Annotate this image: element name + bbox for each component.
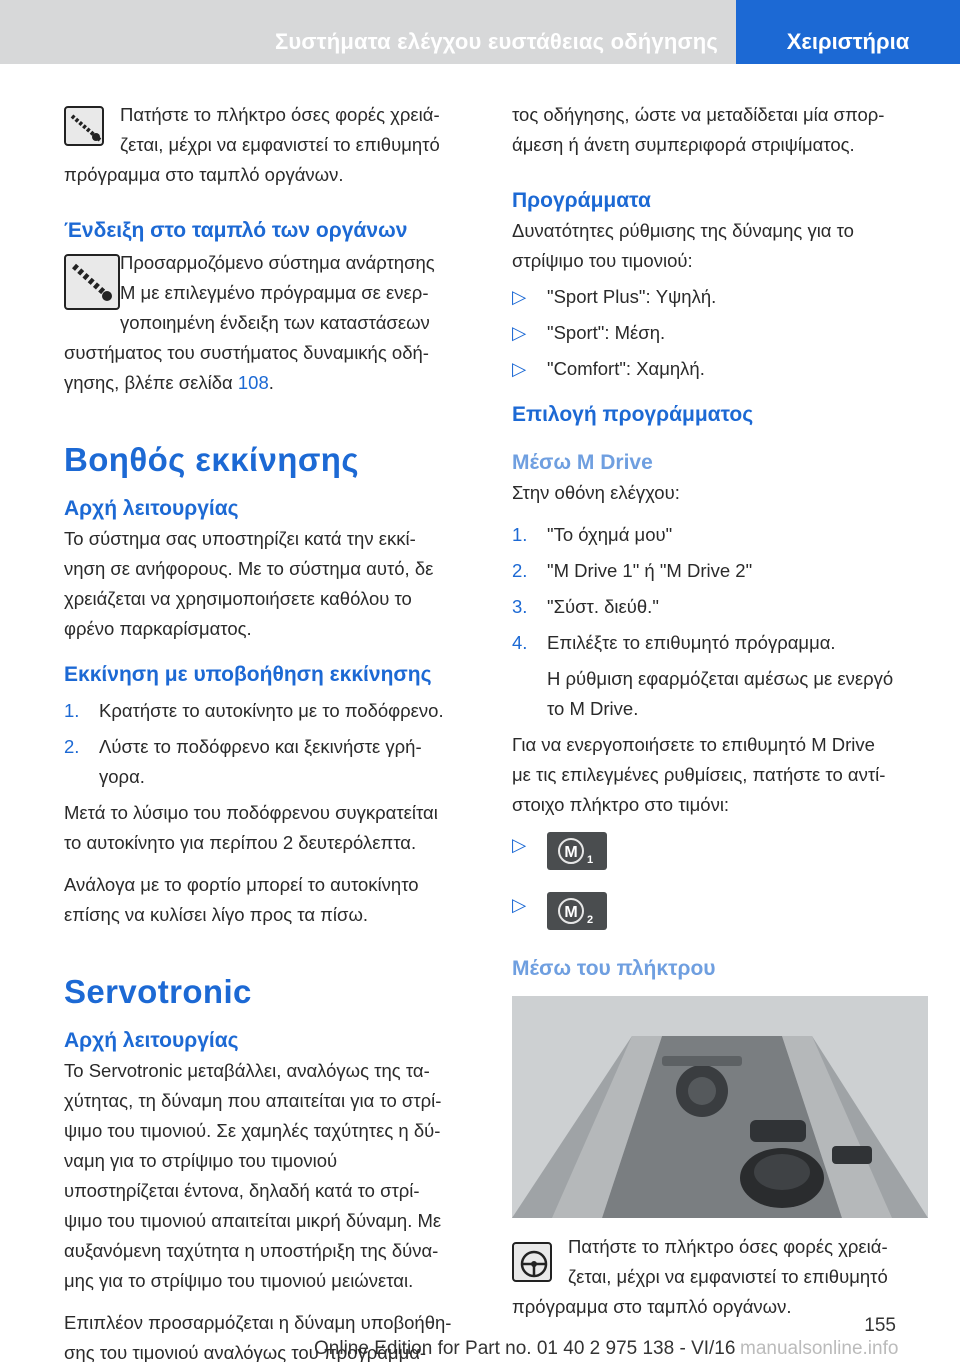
page-number: 155	[864, 1315, 896, 1336]
select-heading: Επιλογή προγράμματος	[512, 403, 754, 426]
svg-text:M: M	[564, 904, 578, 921]
servo-extra-text: Επιπλέον προσαρμόζεται η δύναμη υποβοήθη- σης του τιμονιού αναλόγως του προγράμμα-	[64, 1312, 452, 1362]
list-item: ▷ "Comfort": Χαμηλή.	[512, 354, 934, 384]
triangle-bullet-icon: ▷	[512, 834, 527, 855]
start-steps	[64, 696, 496, 792]
intro-note: Πατήστε το πλήκτρο όσες φορές χρειά- ζεται, μέχρι να εμφανιστεί το επιθυμητό πρόγραμμα στο ταμπλό οργάνων.	[64, 104, 440, 185]
list-item: 2. Λύστε το ποδόφρενο και ξεκινήστε γρή- γορα.	[64, 736, 422, 787]
left-column	[64, 100, 496, 1362]
mdrive-keys	[512, 830, 934, 942]
programs-list	[512, 282, 934, 384]
activate-text: Για να ενεργοποιήσετε το επιθυμητό M Drive με τις επιλεγμένες ρυθμίσεις, πατήστε το αντί- στοιχο πλήκτρο στο τιμόνι:	[512, 734, 886, 815]
page-header	[0, 0, 960, 64]
servo-principle-heading: Αρχή λειτουργίας	[64, 1029, 239, 1052]
display-heading: Ένδειξη στο ταμπλό των οργάνων	[64, 219, 408, 242]
list-item: 4. Επιλέξτε το επιθυμητό πρόγραμμα. Η ρύθμιση εφαρμόζεται αμέσως με ενεργό το M Drive.	[512, 632, 894, 719]
edition-note: Online Edition for Part no. 01 40 2 975 138 - VI/16	[314, 1338, 736, 1359]
after-release-text: Μετά το λύσιμο του ποδόφρενου συγκρατείται το αυτοκίνητο για περίπου 2 δευτερόλεπτα.	[64, 802, 438, 853]
triangle-bullet-icon: ▷	[512, 894, 527, 915]
list-item: 3. "Σύστ. διεύθ."	[512, 596, 659, 617]
principle-heading: Αρχή λειτουργίας	[64, 497, 239, 520]
load-text: Ανάλογα με το φορτίο μπορεί το αυτοκίνητο επίσης να κυλίσει λίγο προς τα πίσω.	[64, 874, 419, 925]
m1-key-icon	[547, 832, 607, 870]
svg-text:1: 1	[586, 854, 594, 866]
list-item: ▷ "Sport": Μέση.	[512, 318, 934, 348]
suspension-button-icon	[64, 106, 104, 146]
steering-wheel-button-icon	[512, 1242, 552, 1282]
m2-key-icon	[547, 892, 607, 930]
screen-intro: Στην οθόνη ελέγχου:	[512, 482, 680, 503]
programs-heading: Προγράμματα	[512, 189, 651, 212]
via-mdrive-heading: Μέσω M Drive	[512, 451, 653, 474]
list-item: 1. "Το όχημά μου"	[512, 524, 673, 545]
svg-text:2: 2	[586, 914, 594, 926]
principle-text: Το σύστημα σας υποστηρίζει κατά την εκκί- νηση σε ανήφορους. Με το σύστημα αυτό, δε χρειάζεται να χρησιμοποιήσετε καθόλου το φρένο παρκαρίσματος.	[64, 528, 434, 639]
display-note: Προσαρμοζόμενο σύστημα ανάρτησης M με επιλεγμένο πρόγραμμα σε ενερ- γοποιημένη ένδειξη των καταστάσεων συστήματος του συστήματος δυναμικής οδή- γησης, βλέπε σελίδα 108.	[64, 248, 496, 398]
triangle-bullet-icon: ▷	[512, 322, 527, 343]
via-button-heading: Μέσω του πλήκτρου	[512, 957, 716, 980]
button-note: Πατήστε το πλήκτρο όσες φορές χρειά- ζεται, μέχρι να εμφανιστεί το επιθυμητό πρόγραμμα στο ταμπλό οργάνων.	[512, 1236, 888, 1317]
list-item: ▷ "Sport Plus": Υψηλή.	[512, 282, 934, 312]
list-item: 1. Κρατήστε το αυτοκίνητο με το ποδόφρενο.	[64, 700, 444, 721]
start-assist-title: Βοηθός εκκίνησης	[64, 441, 359, 478]
continued-text: τος οδήγησης, ώστε να μεταδίδεται μία σπορ- άμεση ή άνετη συμπεριφορά στριψίματος.	[512, 104, 885, 155]
list-item	[512, 830, 934, 882]
programs-text: Δυνατότητες ρύθμισης της δύναμης για το στρίψιμο του τιμονιού:	[512, 220, 854, 271]
adaptive-suspension-indicator-icon	[64, 254, 120, 310]
chapter-tab[interactable]: Χειριστήρια	[736, 0, 960, 64]
watermark: manualsonline.info	[740, 1338, 899, 1359]
center-console-photo	[512, 996, 928, 1218]
page-link[interactable]: 108	[237, 372, 269, 393]
mdrive-steps	[512, 520, 934, 724]
list-item	[512, 890, 934, 942]
right-column	[512, 100, 934, 1322]
start-heading: Εκκίνηση με υποβοήθηση εκκίνησης	[64, 663, 432, 686]
list-item: 2. "M Drive 1" ή "M Drive 2"	[512, 560, 753, 581]
display-last-line: γησης, βλέπε σελίδα 108.	[64, 372, 274, 393]
svg-text:M: M	[564, 844, 578, 861]
section-title: Συστήματα ελέγχου ευστάθειας οδήγησης	[0, 0, 736, 64]
triangle-bullet-icon: ▷	[512, 358, 527, 379]
servotronic-title: Servotronic	[64, 973, 252, 1010]
triangle-bullet-icon: ▷	[512, 286, 527, 307]
servo-text: Το Servotronic μεταβάλλει, αναλόγως της τα- χύτητας, τη δύναμη που απαιτείται για το στρί- ψιμο του τιμονιού. Σε χαμηλές ταχύτητες η δύ- ναμη για το στρίψιμο του τιμονιού υποστηρίζεται έντονα, δηλαδή κατά το στρί- ψιμο του τιμονιού απαιτείται μικρή δύναμη. Με αυξανόμενη ταχύτητα η υποστήριξη της δύνα- μης για το στρίψιμο του τιμονιού μειώνεται.	[64, 1060, 442, 1291]
